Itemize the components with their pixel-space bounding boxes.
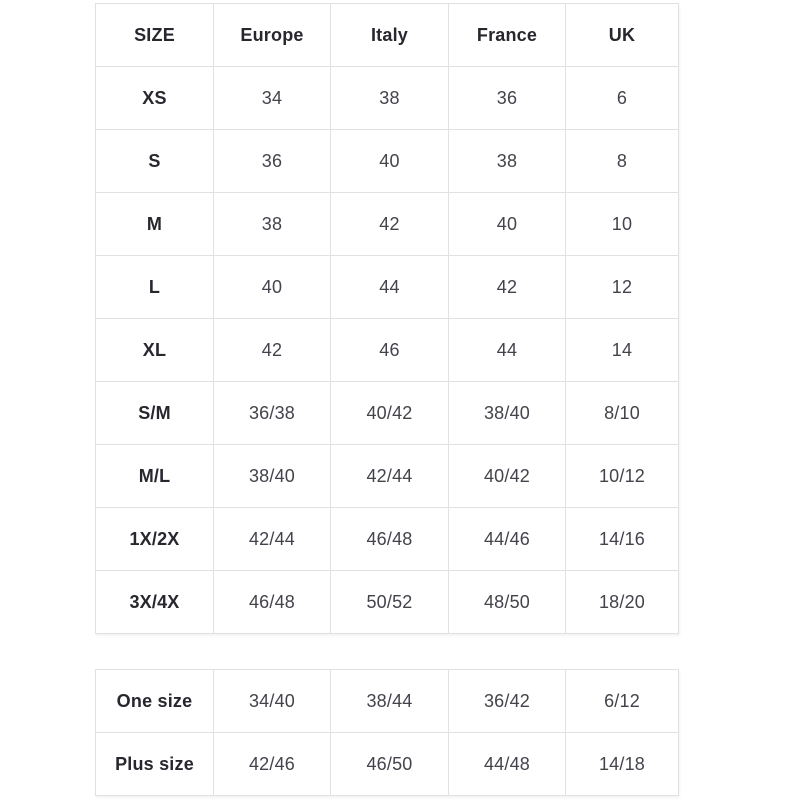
table-row — [96, 319, 679, 382]
table-row — [96, 67, 679, 130]
size-value-cell: 34/40 — [214, 670, 331, 733]
size-label-cell: S — [96, 130, 214, 193]
size-value-cell: 36 — [214, 130, 331, 193]
size-label-cell: M — [96, 193, 214, 256]
size-conversion-table — [95, 3, 679, 634]
size-value-cell: 6/12 — [566, 670, 679, 733]
size-value-cell: 42 — [214, 319, 331, 382]
size-value-cell: 40 — [449, 193, 566, 256]
size-value-cell: 38 — [214, 193, 331, 256]
size-value-cell: 8/10 — [566, 382, 679, 445]
table-row — [96, 130, 679, 193]
size-value-cell: 46/48 — [214, 571, 331, 634]
size-value-cell: 14/16 — [566, 508, 679, 571]
size-value-cell: 36/42 — [449, 670, 566, 733]
size-value-cell: 38 — [331, 67, 449, 130]
size-value-cell: 6 — [566, 67, 679, 130]
size-table-header-row — [96, 4, 679, 67]
size-value-cell: 46/50 — [331, 733, 449, 796]
size-value-cell: 42/44 — [214, 508, 331, 571]
size-value-cell: 44/46 — [449, 508, 566, 571]
size-label-cell: M/L — [96, 445, 214, 508]
size-label-cell: S/M — [96, 382, 214, 445]
column-header-uk: UK — [566, 4, 679, 67]
size-value-cell: 36 — [449, 67, 566, 130]
size-value-cell: 10 — [566, 193, 679, 256]
size-value-cell: 38/44 — [331, 670, 449, 733]
table-row — [96, 733, 679, 796]
column-header-italy: Italy — [331, 4, 449, 67]
size-label-cell: 1X/2X — [96, 508, 214, 571]
table-row — [96, 571, 679, 634]
size-value-cell: 40 — [214, 256, 331, 319]
size-value-cell: 10/12 — [566, 445, 679, 508]
size-value-cell: 40/42 — [449, 445, 566, 508]
size-value-cell: 46 — [331, 319, 449, 382]
size-value-cell: 14 — [566, 319, 679, 382]
column-header-size: SIZE — [96, 4, 214, 67]
special-size-table — [95, 669, 679, 796]
size-value-cell: 42 — [449, 256, 566, 319]
size-value-cell: 38/40 — [449, 382, 566, 445]
table-row — [96, 382, 679, 445]
size-value-cell: 44 — [331, 256, 449, 319]
table-row — [96, 256, 679, 319]
size-value-cell: 18/20 — [566, 571, 679, 634]
size-value-cell: 42/44 — [331, 445, 449, 508]
table-row — [96, 670, 679, 733]
size-value-cell: 44/48 — [449, 733, 566, 796]
size-value-cell: 48/50 — [449, 571, 566, 634]
size-label-cell: One size — [96, 670, 214, 733]
size-value-cell: 42 — [331, 193, 449, 256]
size-value-cell: 12 — [566, 256, 679, 319]
size-label-cell: XL — [96, 319, 214, 382]
size-label-cell: 3X/4X — [96, 571, 214, 634]
size-value-cell: 38/40 — [214, 445, 331, 508]
size-value-cell: 40 — [331, 130, 449, 193]
size-value-cell: 8 — [566, 130, 679, 193]
size-value-cell: 38 — [449, 130, 566, 193]
table-row — [96, 445, 679, 508]
size-label-cell: XS — [96, 67, 214, 130]
size-value-cell: 50/52 — [331, 571, 449, 634]
column-header-france: France — [449, 4, 566, 67]
table-row — [96, 508, 679, 571]
table-row — [96, 193, 679, 256]
column-header-europe: Europe — [214, 4, 331, 67]
size-label-cell: L — [96, 256, 214, 319]
size-value-cell: 40/42 — [331, 382, 449, 445]
size-label-cell: Plus size — [96, 733, 214, 796]
size-value-cell: 42/46 — [214, 733, 331, 796]
size-value-cell: 46/48 — [331, 508, 449, 571]
size-value-cell: 14/18 — [566, 733, 679, 796]
size-value-cell: 36/38 — [214, 382, 331, 445]
size-value-cell: 34 — [214, 67, 331, 130]
size-value-cell: 44 — [449, 319, 566, 382]
